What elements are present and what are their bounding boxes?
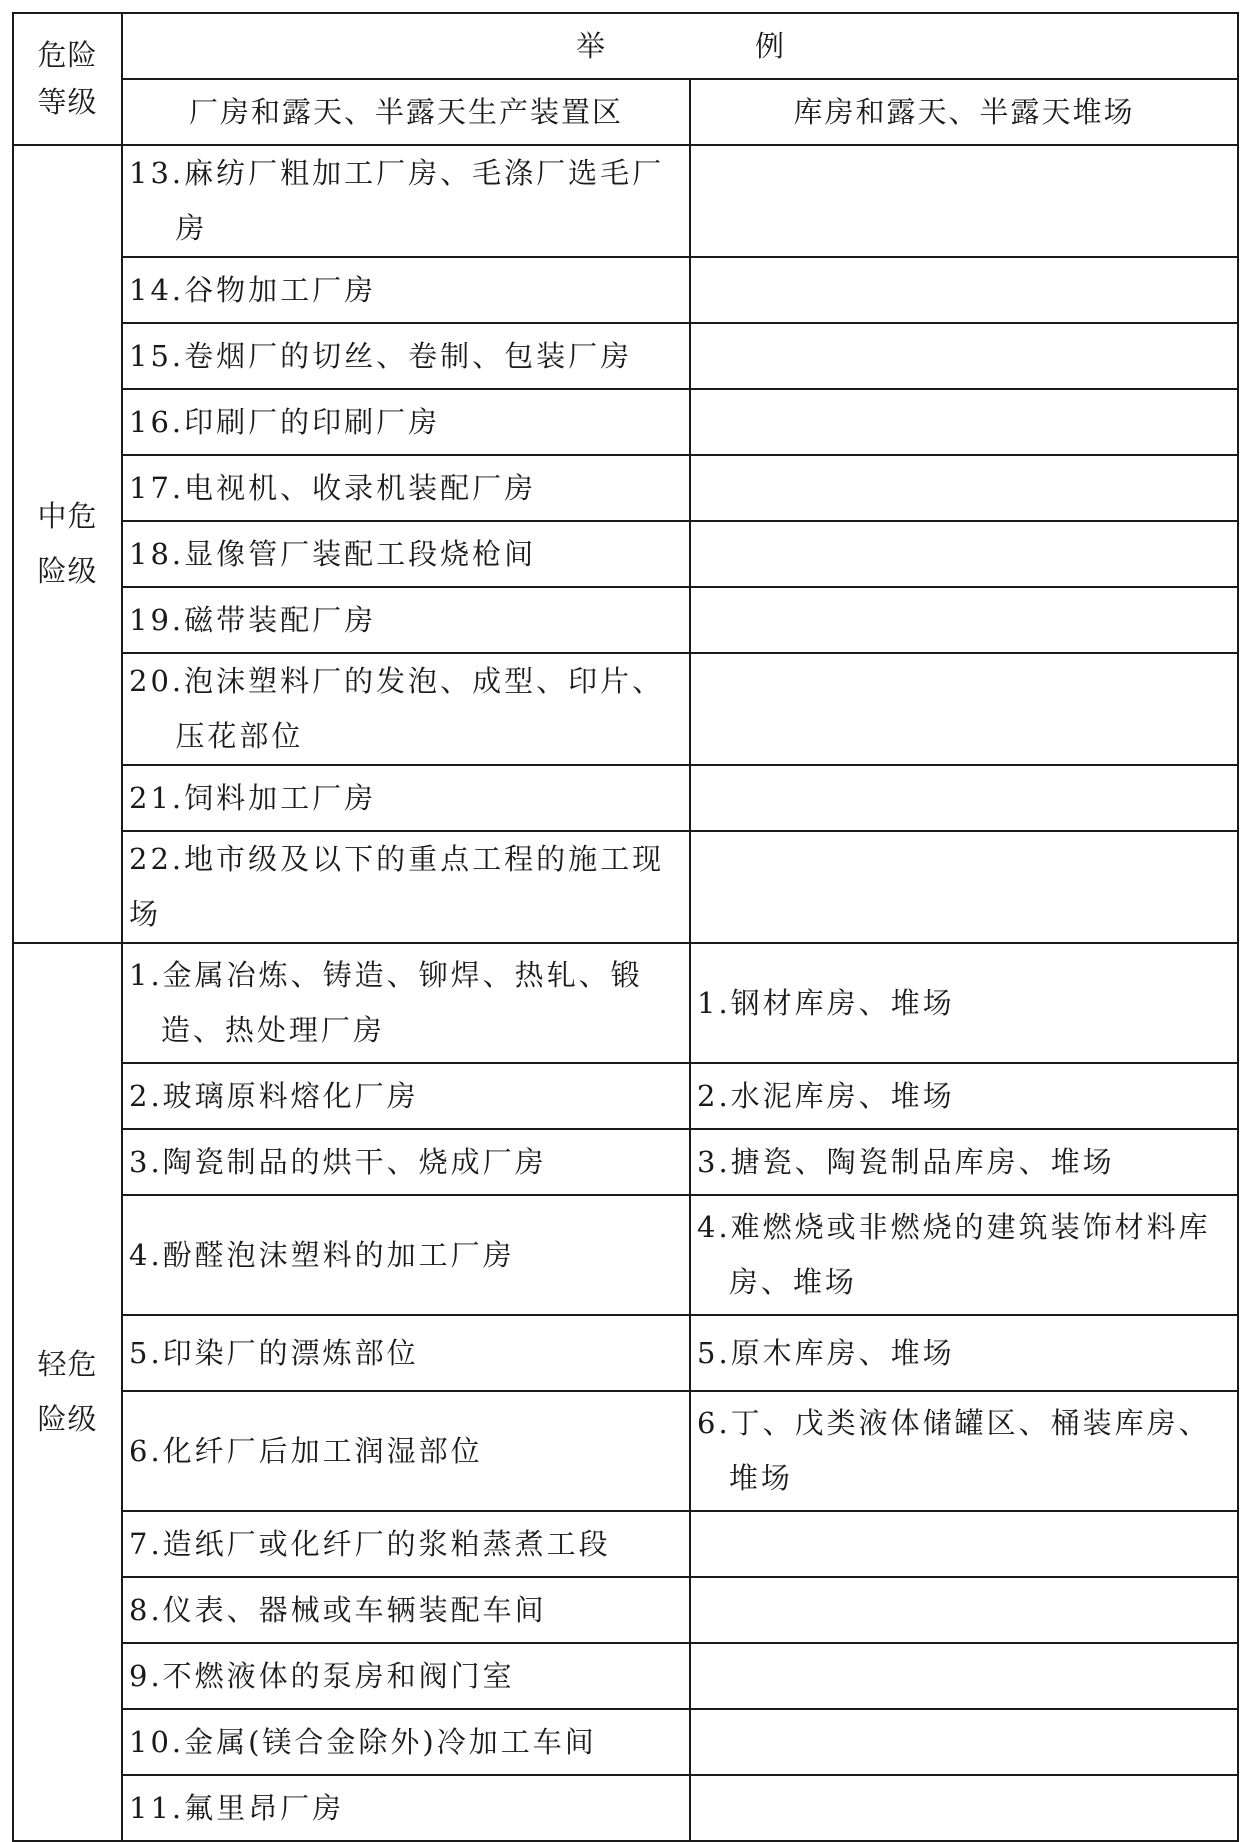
factory-item: 16.印刷厂的印刷厂房 bbox=[129, 404, 441, 439]
table-row-storage bbox=[690, 653, 1238, 765]
table-row-storage bbox=[690, 521, 1238, 587]
table-row-factory bbox=[122, 1775, 690, 1841]
storage-item: 2.水泥库房、堆场 bbox=[697, 1078, 955, 1113]
header-factory-label: 厂房和露天、半露天生产装置区 bbox=[188, 94, 623, 129]
table-row-factory bbox=[122, 765, 690, 831]
factory-item: 8.仪表、器械或车辆装配车间 bbox=[129, 1592, 547, 1627]
header-storage-label: 库房和露天、半露天堆场 bbox=[793, 94, 1135, 129]
table-row-factory bbox=[122, 1129, 690, 1195]
table-row-factory bbox=[122, 455, 690, 521]
table-row-storage bbox=[690, 455, 1238, 521]
factory-item: 11.氟里昂厂房 bbox=[129, 1790, 345, 1825]
header-example-cell bbox=[122, 13, 1238, 79]
factory-item: 14.谷物加工厂房 bbox=[129, 272, 377, 307]
factory-item: 21.饲料加工厂房 bbox=[129, 780, 377, 815]
factory-item: 18.显像管厂装配工段烧枪间 bbox=[129, 536, 537, 571]
level-medium-label: 中危 险级 bbox=[37, 499, 98, 588]
storage-item: 1.钢材库房、堆场 bbox=[697, 985, 955, 1020]
table-row-factory bbox=[122, 1063, 690, 1129]
table-row-factory bbox=[122, 1643, 690, 1709]
storage-item: 6.丁、戊类液体储罐区、桶装库房、堆场 bbox=[697, 1406, 1211, 1495]
storage-item: 4.难燃烧或非燃烧的建筑装饰材料库房、堆场 bbox=[697, 1210, 1211, 1299]
level-medium-cell bbox=[13, 145, 122, 943]
table-row-storage bbox=[690, 831, 1238, 943]
table-row-storage bbox=[690, 943, 1238, 1063]
table-row-storage bbox=[690, 1709, 1238, 1775]
table-row-storage bbox=[690, 765, 1238, 831]
factory-item: 17.电视机、收录机装配厂房 bbox=[129, 470, 537, 505]
header-level-cell bbox=[13, 13, 122, 145]
table-row-storage bbox=[690, 1391, 1238, 1511]
table-row-storage bbox=[690, 1775, 1238, 1841]
table-row-storage bbox=[690, 1195, 1238, 1315]
header-example-left: 举 bbox=[575, 28, 605, 63]
factory-item: 10.金属(镁合金除外)冷加工车间 bbox=[129, 1724, 597, 1759]
table-row-factory bbox=[122, 653, 690, 765]
table-row-storage bbox=[690, 145, 1238, 257]
header-example-right: 例 bbox=[755, 28, 785, 63]
table-row-factory bbox=[122, 389, 690, 455]
factory-item: 6.化纤厂后加工润湿部位 bbox=[129, 1433, 483, 1468]
factory-item: 19.磁带装配厂房 bbox=[129, 602, 377, 637]
table-row-storage bbox=[690, 323, 1238, 389]
factory-item: 13.麻纺厂粗加工厂房、毛涤厂选毛厂房 bbox=[129, 156, 665, 245]
header-factory-cell bbox=[122, 79, 690, 145]
table-row-storage bbox=[690, 1511, 1238, 1577]
factory-item: 22.地市级及以下的重点工程的施工现场 bbox=[129, 842, 665, 931]
factory-item: 5.印染厂的漂炼部位 bbox=[129, 1335, 419, 1370]
storage-item: 5.原木库房、堆场 bbox=[697, 1335, 955, 1370]
table-row-storage bbox=[690, 1063, 1238, 1129]
table-row-factory bbox=[122, 1391, 690, 1511]
table-row-storage bbox=[690, 1643, 1238, 1709]
factory-item: 3.陶瓷制品的烘干、烧成厂房 bbox=[129, 1144, 547, 1179]
header-storage-cell bbox=[690, 79, 1238, 145]
table-row-factory bbox=[122, 145, 690, 257]
table-row-factory bbox=[122, 521, 690, 587]
factory-item: 2.玻璃原料熔化厂房 bbox=[129, 1078, 419, 1113]
table-row-factory bbox=[122, 1315, 690, 1391]
table-row-storage bbox=[690, 257, 1238, 323]
table-row-factory bbox=[122, 831, 690, 943]
factory-item: 4.酚醛泡沫塑料的加工厂房 bbox=[129, 1237, 515, 1272]
table-row-factory bbox=[122, 1577, 690, 1643]
factory-item: 7.造纸厂或化纤厂的浆粕蒸煮工段 bbox=[129, 1526, 611, 1561]
table-row-factory bbox=[122, 257, 690, 323]
table-row-storage bbox=[690, 587, 1238, 653]
level-light-cell bbox=[13, 943, 122, 1841]
factory-item: 9.不燃液体的泵房和阀门室 bbox=[129, 1658, 515, 1693]
table-row-factory bbox=[122, 323, 690, 389]
table-row-storage bbox=[690, 389, 1238, 455]
table-row-factory bbox=[122, 1511, 690, 1577]
table-row-factory bbox=[122, 1195, 690, 1315]
factory-item: 15.卷烟厂的切丝、卷制、包装厂房 bbox=[129, 338, 633, 373]
factory-item: 20.泡沫塑料厂的发泡、成型、印片、压花部位 bbox=[129, 664, 665, 753]
hazard-level-table bbox=[12, 12, 1239, 1842]
table-row-factory bbox=[122, 943, 690, 1063]
table-row-storage bbox=[690, 1315, 1238, 1391]
table-row-factory bbox=[122, 1709, 690, 1775]
storage-item: 3.搪瓷、陶瓷制品库房、堆场 bbox=[697, 1144, 1115, 1179]
table-row-factory bbox=[122, 587, 690, 653]
factory-item: 1.金属冶炼、铸造、铆焊、热轧、锻造、热处理厂房 bbox=[129, 958, 643, 1047]
level-light-label: 轻危 险级 bbox=[37, 1347, 98, 1436]
table-row-storage bbox=[690, 1129, 1238, 1195]
header-level-label: 危险 等级 bbox=[37, 38, 98, 119]
table-row-storage bbox=[690, 1577, 1238, 1643]
